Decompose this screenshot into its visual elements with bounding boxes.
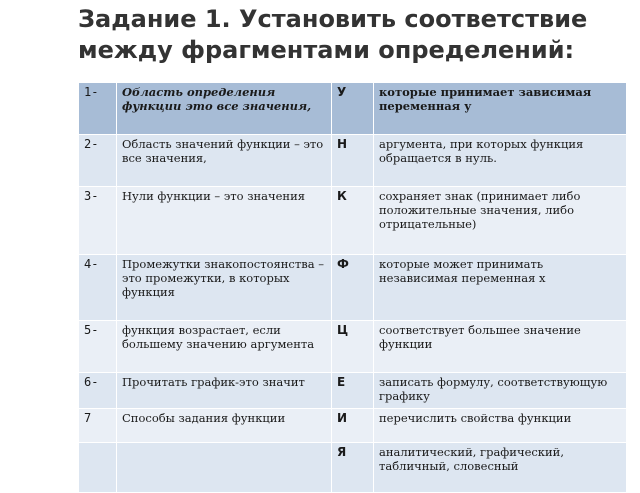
definition-start: Прочитать график-это значит	[117, 373, 332, 409]
definition-end: которые принимает зависимая переменная у	[374, 83, 627, 135]
row-number: 4-	[79, 255, 117, 321]
definition-end: аргумента, при которых функция обращается в нуль.	[374, 135, 627, 187]
table-row	[79, 443, 627, 493]
definition-end: записать формулу, соответствующую графику	[374, 373, 627, 409]
row-number: 5-	[79, 321, 117, 373]
definition-end: сохраняет знак (принимает либо положительные значения, либо отрицательные)	[374, 187, 627, 255]
table-row	[79, 187, 627, 255]
definition-end: перечислить свойства функции	[374, 409, 627, 443]
answer-letter: К	[332, 187, 374, 255]
row-number: 7	[79, 409, 117, 443]
table-row	[79, 255, 627, 321]
table-row	[79, 135, 627, 187]
answer-letter: У	[332, 83, 374, 135]
definition-start: функция возрастает, если большему значению аргумента	[117, 321, 332, 373]
answer-letter: Ф	[332, 255, 374, 321]
table-row	[79, 321, 627, 373]
definition-start: Область значений функции – это все значения,	[117, 135, 332, 187]
answer-letter: Ц	[332, 321, 374, 373]
answer-letter: Е	[332, 373, 374, 409]
definition-start: Область определения функции это все значения,	[117, 83, 332, 135]
table-row	[79, 409, 627, 443]
answer-letter: Н	[332, 135, 374, 187]
definition-start: Способы задания функции	[117, 409, 332, 443]
matching-table	[78, 82, 627, 493]
definition-start	[117, 443, 332, 493]
definition-end: которые может принимать независимая переменная х	[374, 255, 627, 321]
table-row	[79, 373, 627, 409]
row-number: 3-	[79, 187, 117, 255]
row-number: 6-	[79, 373, 117, 409]
definition-start: Промежутки знакопостоянства – это промежутки, в которых функция	[117, 255, 332, 321]
definition-end: аналитический, графический, табличный, словесный	[374, 443, 627, 493]
row-number: 1-	[79, 83, 117, 135]
slide-title: Задание 1. Установить соответствие между фрагментами определений:	[78, 5, 588, 64]
definition-end: соответствует большее значение функции	[374, 321, 627, 373]
row-number: 2-	[79, 135, 117, 187]
definition-start: Нули функции – это значения	[117, 187, 332, 255]
answer-letter: Я	[332, 443, 374, 493]
table-row	[79, 83, 627, 135]
answer-letter: И	[332, 409, 374, 443]
row-number	[79, 443, 117, 493]
